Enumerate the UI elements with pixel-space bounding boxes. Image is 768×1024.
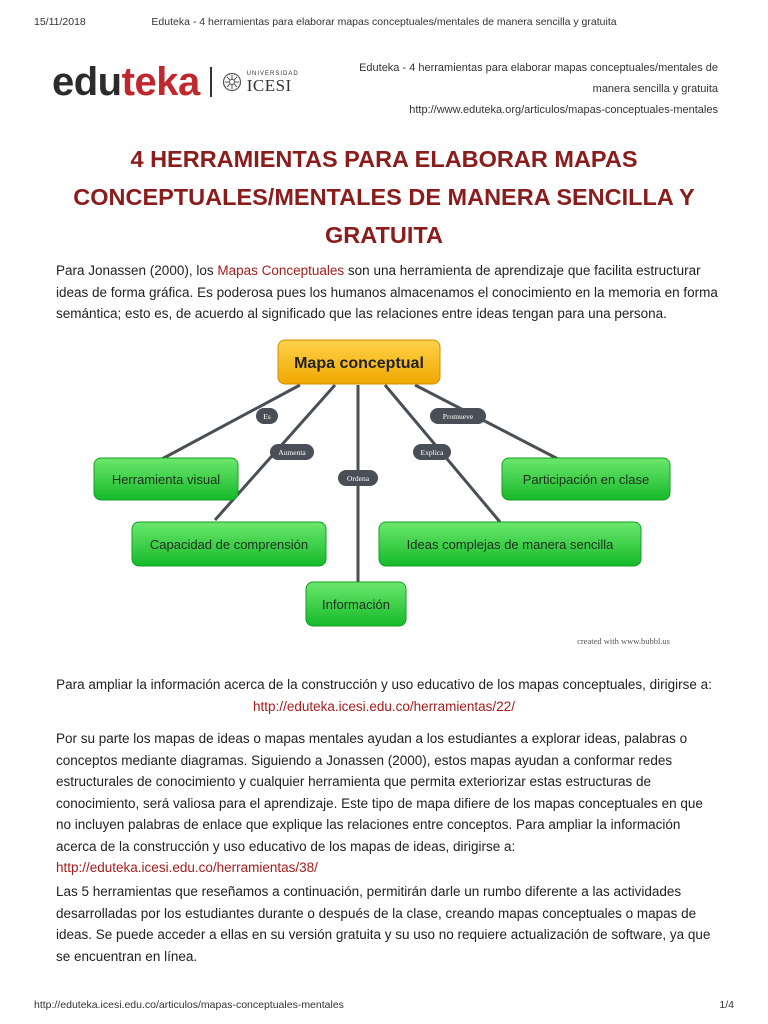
print-header [34,16,734,30]
eduteka-logo[interactable] [52,58,299,106]
header-title-line1: Eduteka - 4 herramientas para elaborar mapas conceptuales/mentales de [359,62,718,74]
print-footer-url: http://eduteka.icesi.edu.co/articulos/mapas-conceptuales-mentales [34,999,344,1011]
article-title: 4 HERRAMIENTAS PARA ELABORAR MAPAS CONCEPTUALES/MENTALES DE MANERA SENCILLA Y GRATUITA [73,146,695,248]
mind-map-paragraph: Por su parte los mapas de ideas o mapas mentales ayudan a los estudiantes a explorar ideas, palabras o conceptos mediante diagramas. Siguiendo a Jonassen (2000), estos mapas ayudan a conformar redes estructurales de conocimiento y cualquier herramienta que permita exteriorizar estas estructuras de conocimiento, será valiosa para el aprendizaje. Este tipo de mapa difiere de los mapas conceptuales en que no incluyen palabras de enlace que explique las relaciones entre conceptos. Para ampliar la información acerca de la construcción y uso educativo de los mapas de ideas, dirigirse a: http://eduteka.icesi.edu.co/herramientas/38/ [56,731,703,875]
header-info [338,58,718,121]
intro-paragraph: Para Jonassen (2000), los Mapas Conceptuales son una herramienta de aprendizaje que facilita estructurar ideas de forma gráfica. Es poderosa pues los humanos almacenamos el conocimiento en la memoria en forma semántica; esto es, de acuerdo al significado que las relaciones entre ideas tengan para una persona. [56,263,718,321]
link-label-aumenta: Aumenta [278,448,306,457]
header-title-line2: manera sencilla y gratuita [592,83,718,95]
print-date: 15/11/2018 [34,16,86,28]
link-label-es: Es [263,412,271,421]
concept-map-caption: Para ampliar la información acerca de la construcción y uso educativo de los mapas conceptuales, dirigirse a: http://eduteka.icesi.edu.co/herramientas/22/ [56,677,712,714]
bubbl-credit: created with www.bubbl.us [577,636,670,646]
node-ideas-complejas-label: Ideas complejas de manera sencilla [406,537,614,552]
tools-intro-paragraph: Las 5 herramientas que reseñamos a continuación, permitirán darle un rumbo diferente a las actividades desarrolladas por los estudiantes durante o después de la clase, creando mapas conceptuales o mapas de ideas. Se puede acceder a ellas en su versión gratuita y su uso no requiere actualización de software, ya que se encuentran en línea. [56,884,711,964]
university-name: ICESI [246,75,292,95]
herramientas-22-link[interactable]: http://eduteka.icesi.edu.co/herramientas/22/ [253,698,515,714]
concept-map-diagram [0,330,768,650]
link-label-explica: Explica [420,448,444,457]
print-footer [34,999,734,1013]
mapas-conceptuales-link[interactable]: Mapas Conceptuales [217,263,345,278]
herramientas-38-link[interactable]: http://eduteka.icesi.edu.co/herramientas/38/ [56,860,318,875]
node-capacidad-label: Capacidad de comprensión [149,537,309,552]
link-label-promueve: Promueve [442,412,474,421]
root-node-label: Mapa conceptual [294,355,424,372]
university-label: UNIVERSIDAD [246,70,299,77]
logo-divider [210,67,212,97]
icesi-seal-icon [222,72,242,92]
node-informacion-label: Información [322,597,390,612]
print-document-title: Eduteka - 4 herramientas para elaborar mapas conceptuales/mentales de manera sencilla y gratuita [151,16,617,28]
link-label-ordena: Ordena [346,474,370,483]
eduteka-wordmark: eduteka [52,59,200,104]
page-number: 1/4 [719,999,734,1011]
node-herramienta-visual-label: Herramienta visual [111,472,221,487]
node-participacion-label: Participación en clase [522,472,650,487]
header-url[interactable]: http://www.eduteka.org/articulos/mapas-conceptuales-mentales [409,104,718,116]
icesi-logo [222,71,299,94]
